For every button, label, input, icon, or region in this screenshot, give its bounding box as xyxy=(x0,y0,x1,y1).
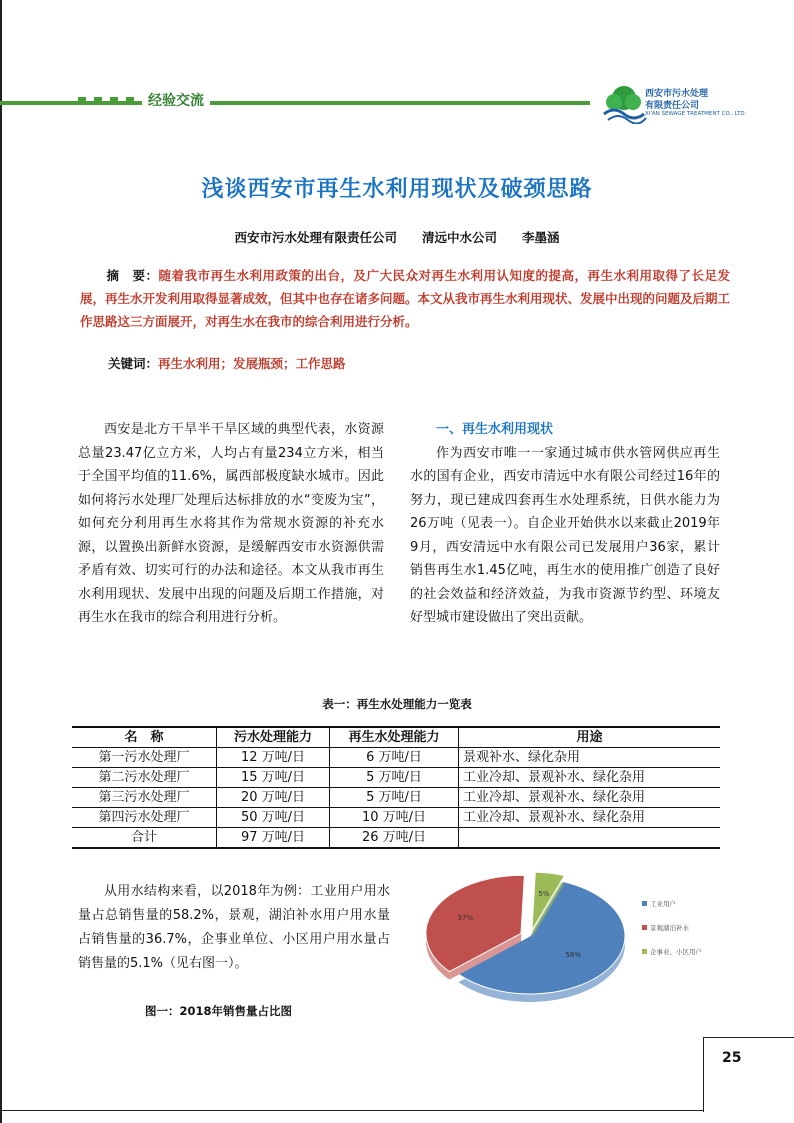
table-header-row xyxy=(72,727,720,748)
keywords-label: 关键词： xyxy=(108,356,159,371)
table-cell: 12 万吨/日 xyxy=(217,748,330,768)
article-title: 浅谈西安市再生水利用现状及破颈思路 xyxy=(201,177,593,202)
legend-label: 景观湖泊补水 xyxy=(650,924,689,932)
legend-swatch xyxy=(642,949,647,954)
header-square xyxy=(94,97,102,105)
water-structure-paragraph xyxy=(78,880,390,976)
legend-swatch xyxy=(642,901,647,906)
table-cell: 工业冷却、景观补水、绿化杂用 xyxy=(459,808,721,828)
figure-caption: 图一：2018年销售量占比图 xyxy=(145,1004,293,1018)
capacity-table xyxy=(72,726,720,849)
table-header: 用途 xyxy=(459,727,721,748)
table-row xyxy=(72,788,720,808)
table-cell: 景观补水、绿化杂用 xyxy=(459,748,721,768)
logo-text-english: XI'AN SEWAGE TREATMENT CO., LTD. xyxy=(645,111,747,117)
abstract-label: 摘 要： xyxy=(106,268,159,283)
table-header: 再生水处理能力 xyxy=(330,727,459,748)
table-cell: 10 万吨/日 xyxy=(330,808,459,828)
section1-column xyxy=(410,418,720,630)
table-header: 污水处理能力 xyxy=(217,727,330,748)
intro-paragraph: 西安是北方干旱半干旱区域的典型代表，水资源总量23.47亿立方米，人均占有量234立方米，相当于全国平均值的11.6%，属西部极度缺水城市。因此如何将污水处理厂处理后达标排放的水“变废为宝”，如何充分利用再生水将其作为常规水资源的补充水源，以置换出新鲜水资源，是缓解西安市水资源供需矛盾有效、切实可行的办法和途径。本文从我市再生水利用现状、发展中出现的问题及后期工作措施，对再生水在我市的综合利用进行分析。 xyxy=(78,422,384,625)
table-cell: 第二污水处理厂 xyxy=(72,768,217,788)
header-square xyxy=(126,97,134,105)
table-header: 名 称 xyxy=(72,727,217,748)
page-frame-bottom xyxy=(0,1110,703,1111)
logo-text: 西安市污水处理 xyxy=(645,89,709,99)
pie-data-label: 37% xyxy=(457,914,473,923)
intro-column xyxy=(78,418,384,630)
abstract xyxy=(80,264,730,333)
water-structure-text: 从用水结构来看，以2018年为例：工业用户用水量占总销售量的58.2%，景观，湖泊补水用户用水量占销售量的36.7%，企事业单位、小区用户用水量占销售量的5.1%（见右图一）。 xyxy=(78,884,390,971)
page-frame-left xyxy=(0,0,2,1123)
table-caption: 表一：再生水处理能力一览表 xyxy=(322,697,472,711)
table-cell: 工业冷却、景观补水、绿化杂用 xyxy=(459,768,721,788)
table-cell: 第一污水处理厂 xyxy=(72,748,217,768)
page-number-box xyxy=(703,1037,794,1112)
table-row xyxy=(72,808,720,828)
pie-data-label: 5% xyxy=(538,890,550,899)
table-cell: 6 万吨/日 xyxy=(330,748,459,768)
section1-paragraph: 作为西安市唯一一家通过城市供水管网供应再生水的国有企业，西安市清远中水有限公司经过16年的努力，现已建成四套再生水处理系统，日供水能力为26万吨（见表一）。自企业开始供水以来截止2019年9月，西安清远中水有限公司已发展用户36家，累计销售再生水1.45亿吨，再生水的使用推广创造了良好的社会效益和经济效益，为我市资源节约型、环境友好型城市建设做出了突出贡献。 xyxy=(410,445,720,625)
table-cell: 工业冷却、景观补水、绿化杂用 xyxy=(459,788,721,808)
table-total-row xyxy=(72,828,720,849)
table-row xyxy=(72,768,720,788)
table-cell: 5 万吨/日 xyxy=(330,768,459,788)
legend-label: 企事业、小区用户 xyxy=(650,948,702,956)
article-authors: 西安市污水处理有限责任公司 清远中水公司 李墨涵 xyxy=(234,230,560,245)
legend-label: 工业用户 xyxy=(650,900,676,908)
keywords xyxy=(108,354,346,372)
table-cell: 50 万吨/日 xyxy=(217,808,330,828)
table-cell: 97 万吨/日 xyxy=(217,828,330,849)
section1-heading: 一、再生水利用现状 xyxy=(436,422,554,437)
legend-swatch xyxy=(642,925,647,930)
table-cell: 第四污水处理厂 xyxy=(72,808,217,828)
sales-pie-chart xyxy=(410,868,720,1002)
header-square xyxy=(78,97,86,105)
header-rule xyxy=(0,101,590,105)
logo-text: 有限责任公司 xyxy=(645,101,700,111)
table-cell: 第三污水处理厂 xyxy=(72,788,217,808)
page-number: 25 xyxy=(722,1050,742,1066)
pie-data-label: 58% xyxy=(565,951,581,960)
table-cell: 26 万吨/日 xyxy=(330,828,459,849)
abstract-text: 随着我市再生水利用政策的出台，及广大民众对再生水利用认知度的提高，再生水利用取得了长足发展，再生水开发利用取得显著成效，但其中也存在诸多问题。本文从我市再生水利用现状、发展中出现的问题及后期工作思路这三方面展开，对再生水在我市的综合利用进行分析。 xyxy=(80,268,731,329)
table-cell: 合计 xyxy=(72,828,217,849)
table-cell xyxy=(459,828,721,849)
table-cell: 5 万吨/日 xyxy=(330,788,459,808)
table-row xyxy=(72,748,720,768)
keywords-text: 再生水利用；发展瓶颈；工作思路 xyxy=(158,356,346,371)
header-square xyxy=(110,97,118,105)
header-section-title: 经验交流 xyxy=(142,90,210,110)
table-cell: 15 万吨/日 xyxy=(217,768,330,788)
table-cell: 20 万吨/日 xyxy=(217,788,330,808)
